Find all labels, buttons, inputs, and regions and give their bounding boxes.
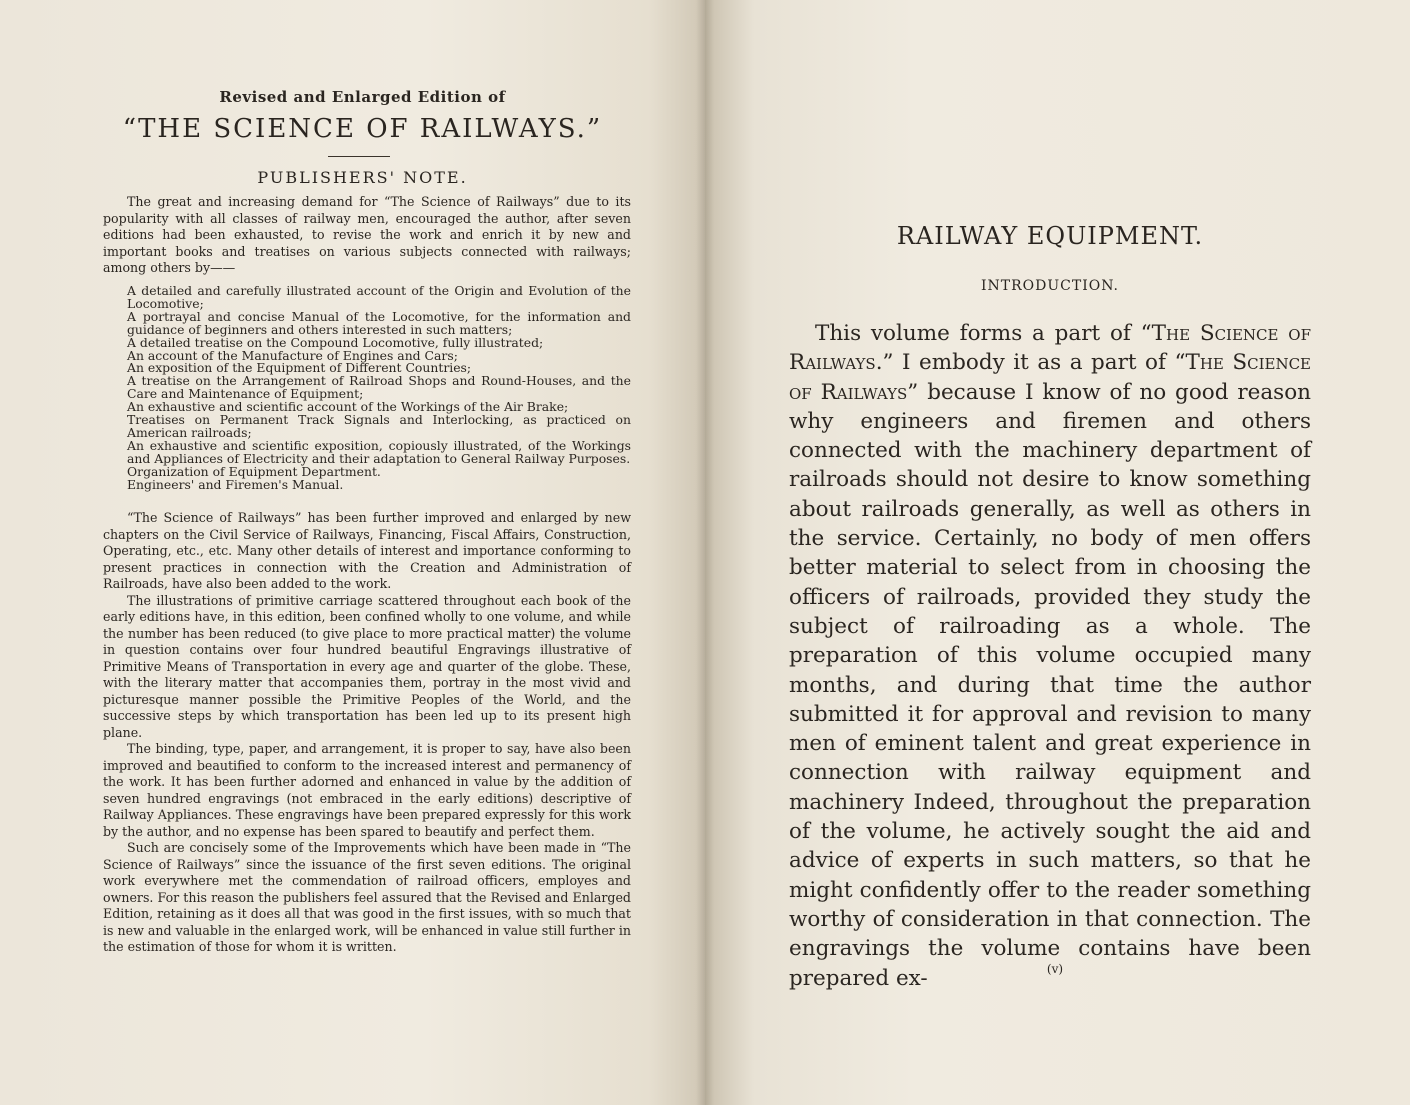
list-item: A portrayal and concise Manual of the Locomotive, for the information and guidance of beginners and others interested in such matters; (127, 308, 631, 337)
section-title: INTRODUCTION. (980, 278, 1120, 294)
page-number: (v) (1046, 962, 1064, 976)
list-item: An exhaustive and scientific exposition, copiously illustrated, of the Workings and Appliances of Electricity and their adaptation to General Railway Purposes. (127, 437, 631, 466)
list-item: Treatises on Permanent Track Signals and Interlocking, as practiced on American railroads; (127, 412, 631, 440)
intro-text-b: .” I embody it as a part of “ (875, 350, 1186, 376)
list-item: A detailed treatise on the Compound Locomotive, fully illustrated; (127, 334, 544, 350)
list-item: An account of the Manufacture of Engines and Cars; (127, 347, 458, 363)
publishers-note-intro (103, 194, 631, 277)
introduction-text (789, 319, 1311, 993)
book-title-ref: The Science of Railways (789, 321, 1311, 376)
introduction-paragraph (789, 319, 1311, 993)
publishers-note-title: PUBLISHERS' NOTE. (257, 168, 468, 187)
list-item: An exhaustive and scientific account of the Workings of the Air Brake; (127, 399, 569, 415)
body-paragraph: Such are concisely some of the Improvements which have been made in “The Science of Railways” since the issuance of the first seven editions. The original work everywhere met the commendation of railroad officers, employes and owners. For this reason the publishers feel assured that the Revised and Enlarged Edition, retaining as it does all that was good in the first issues, with so much that is new and valuable in the enlarged work, will be enhanced in value still further in the estimation of those for whom it is written. (103, 840, 631, 954)
body-paragraph: “The Science of Railways” has been further improved and enlarged by new chapters on the Civil Service of Railways, Financing, Fiscal Affairs, Construction, Operating, etc., etc. Many other details of interest and importance conforming to present practices in connection with the Creation and Administration of Railroads, have also been added to the work. (103, 510, 631, 591)
intro-paragraph: The great and increasing demand for “The Science of Railways” due to its popularity with all classes of railway men, encouraged the author, after seven editions had been exhausted, to revise the work and enrich it by new and important books and treatises on various subjects connected with railways; among others by—— (103, 194, 631, 275)
body-paragraph: The binding, type, paper, and arrangement, it is proper to say, have also been improved and beautified to conform to the increased interest and permanency of the work. It has been further adorned and enhanced in value by the addition of seven hundred engravings (not embraced in the early editions) descriptive of Railway Appliances. These engravings have been prepared expressly for this work by the author, and no expense has been spared to beautify and perfect them. (103, 741, 631, 839)
list-item: An exposition of the Equipment of Different Countries; (127, 360, 472, 376)
list-item: A treatise on the Arrangement of Railroad Shops and Round-Houses, and the Care and Maintenance of Equipment; (127, 373, 631, 402)
book-gutter (696, 0, 714, 1105)
chapter-title: RAILWAY EQUIPMENT. (896, 222, 1204, 250)
list-item: Engineers' and Firemen's Manual. (127, 476, 344, 492)
publishers-note-body (103, 510, 631, 956)
title-divider (328, 156, 390, 157)
list-item: Organization of Equipment Department. (127, 463, 381, 479)
intro-text-c: ” because I know of no good reason why engineers and firemen and others connected with the machinery department of railroads should not desire to know something about railroads generally, as well as others in the service. Certainly, no body of men offers better material to select from in choosing the officers of railroads, provided they study the subject of railroading as a whole. The preparation of this volume occupied many months, and during that time the author submitted it for approval and revision to many men of eminent talent and great experience in connection with railway equipment and machinery Indeed, throughout the preparation of the volume, he actively sought the aid and advice of experts in such matters, so that he might confidently offer to the reader something worthy of consideration in that connection. The engravings the volume contains have been prepared ex- (789, 379, 1312, 991)
book-title-ref: The Science of Railways (789, 350, 1312, 405)
intro-text-a: This volume forms a part of “ (815, 321, 1152, 346)
body-paragraph: The illustrations of primitive carriage scattered throughout each book of the early editions have, in this edition, been confined wholly to one volume, and while the number has been reduced (to give place to more practical matter) the volume in question contains over four hundred beautiful Engravings illustrative of Primitive Means of Transportation in every age and quarter of the globe. These, with the literary matter that accompanies them, portray in the most vivid and picturesque manner possible the Primitive Peoples of the World, and the successive steps by which transportation has been led up to its present high plane. (103, 592, 631, 740)
edition-line: Revised and Enlarged Edition of (219, 88, 506, 106)
main-title: “THE SCIENCE OF RAILWAYS.” (122, 114, 603, 144)
list-item: A detailed and carefully illustrated account of the Origin and Evolution of the Locomotive; (127, 283, 631, 311)
contents-list (103, 285, 631, 492)
